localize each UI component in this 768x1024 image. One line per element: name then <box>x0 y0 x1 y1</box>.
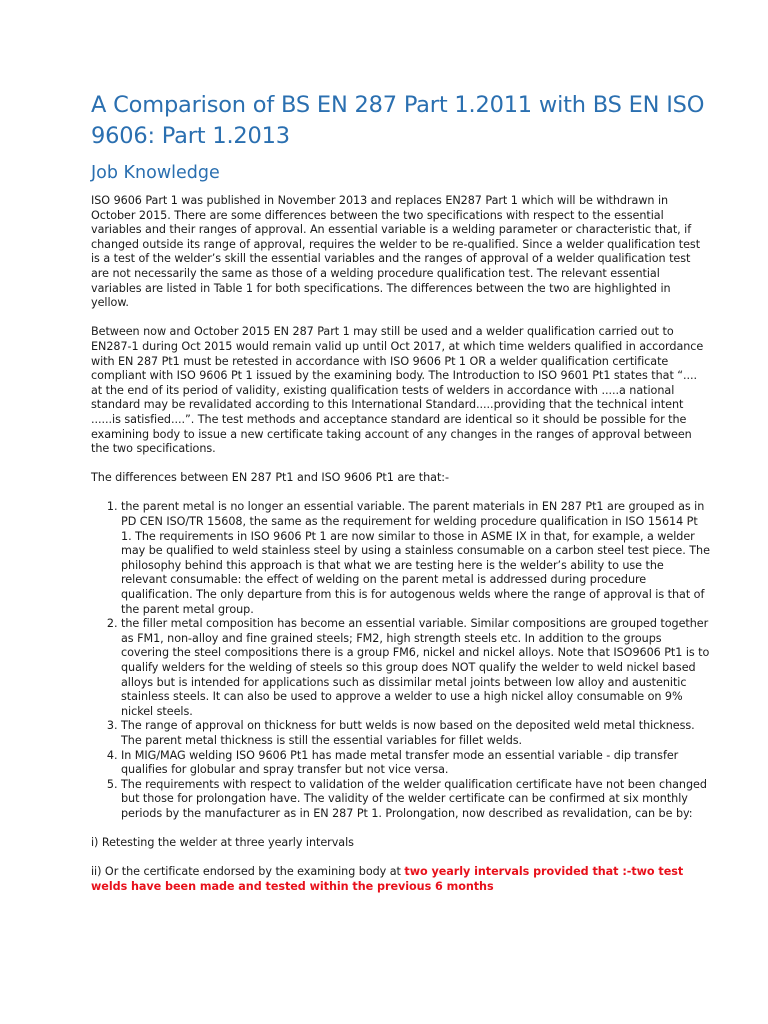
differences-intro: The differences between EN 287 Pt1 and ISO 9606 Pt1 are that:- <box>91 471 449 485</box>
differences-list <box>91 500 711 821</box>
document-title: A Comparison of BS EN 287 Part 1.2011 with BS EN ISO 9606: Part 1.2013 <box>91 92 705 149</box>
intro-paragraph: ISO 9606 Part 1 was published in November 2013 and replaces EN287 Part 1 which will be withdrawn in October 2015. There are some differences between the two specifications with respect to the essential variables and their ranges of approval. An essential variable is a welding parameter or characteristic that, if changed outside its range of approval, requires the welder to be re-qualified. Since a welder qualification test is a test of the welder’s skill the essential variables and the ranges of approval of a welder qualification test are not necessarily the same as those of a welding procedure qualification test. The relevant essential variables are listed in Table 1 for both specifications. The differences between the two are highlighted in yellow. <box>91 194 701 310</box>
document-page <box>91 90 711 909</box>
revalidation-option-i: i) Retesting the welder at three yearly intervals <box>91 836 354 850</box>
revalidation-option-ii <box>91 865 711 894</box>
transition-paragraph: Between now and October 2015 EN 287 Part 1 may still be used and a welder qualification carried out to EN287-1 during Oct 2015 would remain valid up until Oct 2017, at which time welders qualified in accordance with EN 287 Pt1 must be retested in accordance with ISO 9606 Pt 1 OR a welder qualification certificate compliant with ISO 9606 Pt 1 issued by the examining body. The Introduction to ISO 9601 Pt1 states that “.... at the end of its period of validity, existing qualification tests of welders in accordance with .....a national standard may be revalidated according to this International Standard.....providing that the technical intent ......is satisfied....”. The test methods and acceptance standard are identical so it should be possible for the examining body to issue a new certificate taking account of any changes in the ranges of approval between the two specifications. <box>91 325 704 456</box>
section-heading: Job Knowledge <box>91 163 220 183</box>
list-item: 2. the filler metal composition has become an essential variable. Similar compositions are grouped together as FM1, non-alloy and fine grained steels; FM2, high strength steels etc. In addition to the groups covering the steel compositions there is a group FM6, nickel and nickel alloys. Note that ISO9606 Pt1 is to qualify welders for the welding of steels so this group does NOT qualify the welder to weld nickel based alloys but is intended for applications such as dissimilar metal joints between low alloy and austenitic stainless steels. It can also be used to approve a welder to use a high nickel alloy consumable on 9% nickel steels. <box>121 617 711 719</box>
list-item: 4. In MIG/MAG welding ISO 9606 Pt1 has made metal transfer mode an essential variable - dip transfer qualifies for globular and spray transfer but not vice versa. <box>121 749 711 778</box>
option-ii-text: ii) Or the certificate endorsed by the examining body at <box>91 865 405 879</box>
list-item: 3. The range of approval on thickness for butt welds is now based on the deposited weld metal thickness. The parent metal thickness is still the essential variables for fillet welds. <box>121 719 711 748</box>
list-item: 5. The requirements with respect to validation of the welder qualification certificate have not been changed but those for prolongation have. The validity of the welder certificate can be confirmed at six monthly periods by the manufacturer as in EN 287 Pt 1. Prolongation, now described as revalidation, can be by: <box>121 778 711 822</box>
option-ii-highlight: two yearly intervals provided that :-two test welds have been made and tested within the previous 6 months <box>91 865 684 893</box>
list-item: 1. the parent metal is no longer an essential variable. The parent materials in EN 287 Pt1 are grouped as in PD CEN ISO/TR 15608, the same as the requirement for welding procedure qualification in ISO 15614 Pt 1. The requirements in ISO 9606 Pt 1 are now similar to those in ASME IX in that, for example, a welder may be qualified to weld stainless steel by using a stainless consumable on a carbon steel test piece. The philosophy behind this approach is that what we are testing here is the welder’s ability to use the relevant consumable: the effect of welding on the parent metal is addressed during procedure qualification. The only departure from this is for autogenous welds where the range of approval is that of the parent metal group. <box>121 500 711 617</box>
